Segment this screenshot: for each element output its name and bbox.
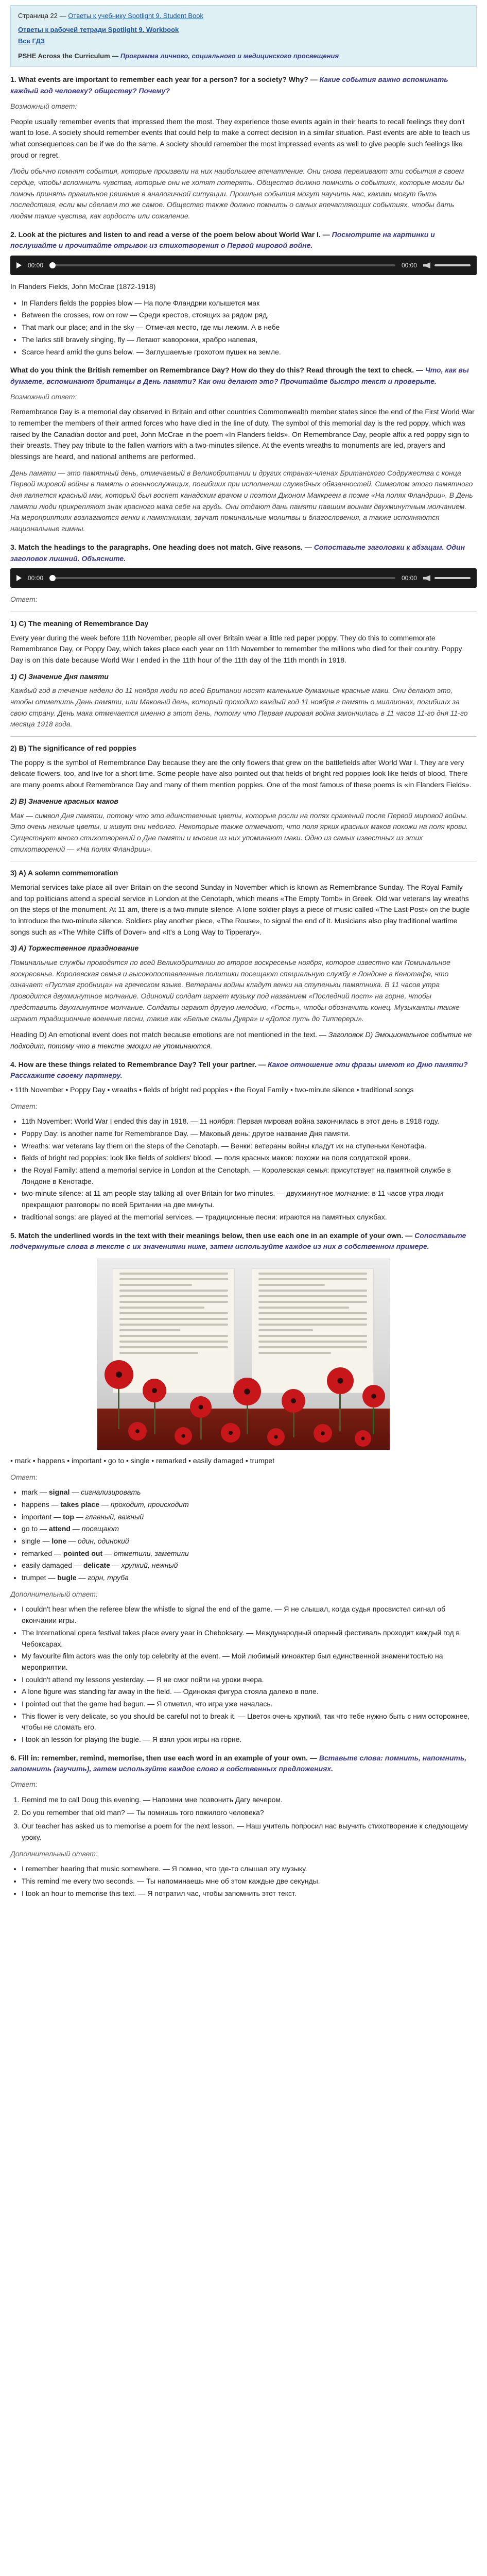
q2-audio-time-end: 00:00	[401, 261, 417, 269]
match-meaning: signal	[48, 1488, 70, 1497]
list-item	[22, 1523, 477, 1535]
breadcrumb	[18, 11, 469, 21]
q3b-item1-heading-ru: 1) С) Значение Дня памяти	[10, 672, 109, 681]
poppy-icon	[221, 1423, 240, 1443]
q4-answer-list	[10, 1116, 477, 1223]
list-item	[22, 1548, 477, 1560]
breadcrumb-prefix: Страница 22 —	[18, 12, 66, 20]
q4-title	[10, 1059, 477, 1081]
q5-answer-list	[10, 1487, 477, 1584]
q2-audio-seekbar[interactable]	[49, 264, 395, 266]
q2-audio-time: 00:00	[28, 261, 44, 269]
match-translation: — сигнализировать	[69, 1488, 141, 1497]
q3b-item2-text-ru: Мак — символ Дня памяти, потому что это единственные цветы, которые росли на полях сражений после Первой мировой войны. Это очень нежные цветы, и живут они недолго. Некоторые также отмечают, что поля ярких красных маков похожи на поля крови. Существует много стихотворений о Дне памяти и многие из них упоминают маки. Одно из самых известных из этих стихотворений — «На полях Фландрии».	[10, 811, 468, 853]
q3b-note-en: Heading D) An emotional event does not match because emotions are not mentioned in the text. —	[10, 1030, 327, 1039]
match-translation: — главный, важный	[74, 1512, 144, 1521]
poppy-icon	[105, 1360, 133, 1389]
q1-label: Возможный ответ:	[10, 101, 77, 110]
q5-prompt: • mark • happens • important • go to • single • remarked • easily damaged • trumpet	[10, 1456, 275, 1465]
q3b-audio-time: 00:00	[28, 574, 44, 582]
q3b-item3-text: Memorial services take place all over Britain on the second Sunday in November which is known as Remembrance Sunday. The Royal Family and top politicians attend a special service in London at the Cenotaph, which means «The Empty Tomb» in Greek. Old war veterans lay wreaths on the steps of the monument. At 11 am, there is a two-minute silence. A lone soldier plays a piece of music called «The Last Post» on the bugle to introduce the two-minute silence. Soldiers play another piece, «The Rouse», to signal the end of it. Musicians also play traditional wartime songs such as «The White Cliffs of Dover» and «It's a Long Way to Tipperary».	[10, 883, 470, 936]
poppy-icon	[327, 1367, 354, 1394]
match-word: important —	[22, 1512, 63, 1521]
volume-slider[interactable]	[434, 264, 471, 266]
poppy-icon	[128, 1422, 147, 1440]
q6-title-en: 6. Fill in: remember, remind, memorise, then use each word in an example of your own. —	[10, 1753, 317, 1762]
poppy-icon	[190, 1396, 212, 1418]
match-meaning: delicate	[83, 1561, 110, 1570]
q3b-item1-text-ru: Каждый год в течение недели до 11 ноября люди по всей Британии носят маленькие бумажные красные маки. Они делают это, чтобы отметить День памяти, или Маковый день, который проходит каждый год 11 ноября в память о миллионах, погибших за свою страну. День мака отмечается именно в этот день, потому что Первая мировая война закончилась в 11 часов 11-го дня 11-го месяца 1918 года.	[10, 686, 468, 728]
q5-extra-label: Дополнительный ответ:	[10, 1589, 98, 1598]
match-translation: — горн, труба	[76, 1573, 129, 1582]
q3b-audio-time-end: 00:00	[401, 574, 417, 582]
q3b-item2-heading-ru: 2) В) Значение красных маков	[10, 796, 118, 805]
q4-label: Ответ:	[10, 1101, 38, 1110]
q3b-item3-heading: 3) A) A solemn commemoration	[10, 869, 118, 877]
q3b-title-en: 3. Match the headings to the paragraphs. One heading does not match. Give reasons. —	[10, 543, 312, 551]
match-meaning: takes place	[60, 1500, 99, 1509]
list-item: • This remind me every two seconds. — Ты напоминаешь мне об этом каждые две секунды.	[22, 1876, 477, 1887]
q3-title	[10, 365, 477, 387]
q5-title	[10, 1230, 477, 1252]
poppy-icon	[175, 1427, 192, 1445]
match-word: single —	[22, 1537, 52, 1546]
list-item: • the Royal Family: attend a memorial service in London at the Cenotaph. — Королевская семья: присутствует на памятной службе в Лондоне в Кенотафе.	[22, 1165, 477, 1187]
q6-title-ru: Вставьте слова: помнить, напомнить, запомнить (заучить), затем используйте каждое слово в собственных предложениях.	[10, 1753, 467, 1773]
poem-line: • Between the crosses, row on row — Среди крестов, стоящих за рядом ряд,	[22, 310, 477, 321]
q2-title	[10, 229, 477, 251]
q3b-note-ru: Заголовок D) Эмоциональное событие не подходит, потому что в тексте эмоции не упоминаются.	[10, 1030, 472, 1050]
list-item: • traditional songs: are played at the memorial services. — традиционные песни: играются на памятных службах.	[22, 1212, 477, 1223]
list-item: • I remember hearing that music somewhere. — Я помню, что где-то слышал эту музыку.	[22, 1863, 477, 1875]
match-word: go to —	[22, 1524, 49, 1533]
match-meaning: bugle	[57, 1573, 77, 1582]
book-page-right	[252, 1268, 374, 1393]
poppy-icon	[143, 1379, 166, 1402]
seek-knob-icon[interactable]	[49, 575, 56, 581]
list-item: • Poppy Day: is another name for Remembrance Day. — Маковый день: другое название Дня памяти.	[22, 1128, 477, 1140]
q3b-item3-text-ru: Поминальные службы проводятся по всей Великобритании во второе воскресенье ноября, которое известно как Поминальное воскресенье. Королевская семья и высокопоставленные политики посещают специальную службу в Лондоне в Кенотафе, что означает «Пустая гробница» на греческом языке. Ветераны войны кладут венки на ступеньки памятника. В 11 часов утра проводится двухминутное молчание. Одинокий солдат играет музыку под названием «Последний пост» на горне, чтобы представить двухминутное молчание. Солдаты играют другую мелодию, «Гость», чтобы обозначить конец. Музыканты также играют традиционные военные песни, такие как «Белые скалы Дувра» и «Долог путь до Типперери».	[10, 958, 460, 1023]
match-meaning: top	[63, 1512, 74, 1521]
q3b-audio-seekbar[interactable]	[49, 577, 395, 579]
q2-audio-player[interactable]	[10, 256, 477, 275]
workbook-link[interactable]: Ответы к рабочей тетради Spotlight 9. Workbook	[18, 26, 179, 34]
list-item: 3. Our teacher has asked us to memorise a poem for the next lesson. — Наш учитель попросил нас выучить стихотворение к следующему уроку.	[22, 1821, 477, 1843]
list-item	[22, 1512, 477, 1523]
q1-answer-en: People usually remember events that impressed them the most. They experience those events again in their hearts to recall feelings they don't want to lose. A society should remember events that could help to make a correct decision in a similar situation. Past events are able to teach us what consequences can be if we do the same. A society should remember the most impressed events as well to give people such feelings like proud or regret.	[10, 117, 470, 159]
q1-title	[10, 74, 477, 96]
poppy-icon	[362, 1385, 385, 1408]
match-translation: — один, одинокий	[66, 1537, 129, 1546]
list-item: • A lone figure was standing far away in the field. — Одинокая фигура стояла далеко в поле.	[22, 1686, 477, 1698]
q1-answer-ru: Люди обычно помнят события, которые произвели на них наибольшее впечатление. Они снова переживают эти события в своем сердце, чтобы вспомнить чувства, которые они не хотят потерять. Общество должно помнить о событиях, которые могли бы помочь принять правильное решение в аналогичной ситуации. Прошлые события могут научить нас, какими могут быть последствия, если мы сделаем то же самое. Общество также должно помнить о самых впечатляющих событиях, чтобы дать людям такие чувства, как гордость или сожаление.	[10, 167, 464, 221]
page	[10, 0, 477, 1914]
list-item	[22, 1487, 477, 1498]
q3-title-en: What do you think the British remember on Remembrance Day? How do they do this? Read through the text to check. —	[10, 366, 425, 375]
match-meaning: attend	[48, 1524, 71, 1533]
breadcrumb-link[interactable]: Ответы к учебнику Spotlight 9. Student Book	[68, 12, 203, 20]
poem-line: • The larks still bravely singing, fly — Летают жаворонки, храбро напевая,	[22, 334, 477, 346]
q2-title-ru: Посмотрите на картинки и послушайте и прочитайте отрывок из стихотворения о Первой мировой войне.	[10, 230, 435, 250]
play-icon[interactable]	[16, 575, 22, 581]
match-word: remarked —	[22, 1549, 63, 1557]
q4-title-en: 4. How are these things related to Remembrance Day? Tell your partner. —	[10, 1060, 266, 1069]
play-icon[interactable]	[16, 262, 22, 268]
q6-answer-list	[10, 1794, 477, 1843]
q3b-item3-heading-ru: 3) A) Торжественное празднование	[10, 944, 139, 953]
poem-line: • That mark our place; and in the sky — Отмечая место, где мы лежим. А в небе	[22, 322, 477, 333]
q5-extra-list	[10, 1604, 477, 1745]
q2-poem-title: In Flanders Fields, John McCrae (1872-1918)	[10, 282, 156, 291]
match-meaning: pointed out	[63, 1549, 103, 1557]
q2-poem-list	[10, 298, 477, 358]
list-item	[22, 1499, 477, 1511]
q6-title	[10, 1753, 477, 1775]
seek-knob-icon[interactable]	[49, 262, 56, 268]
q3b-item2-heading: 2) B) The significance of red poppies	[10, 744, 137, 753]
q4-title-ru: Какое отношение эти фразы имеют ко Дню памяти? Расскажите своему партнеру.	[10, 1060, 468, 1080]
list-item: • 11th November: World War I ended this day in 1918. — 11 ноября: Первая мировая война закончилась в этот день в 1918 году.	[22, 1116, 477, 1127]
match-meaning: lone	[51, 1537, 67, 1546]
q2-title-en: 2. Look at the pictures and listen to and read a verse of the poem below about World War I. —	[10, 230, 330, 239]
q3b-title-ru: Сопоставьте заголовки к абзацам. Один заголовок лишний. Объясните.	[10, 543, 465, 563]
q5-title-ru: Сопоставьте подчеркнутые слова в тексте с их значениями ниже, затем используйте каждое из них в собственном примере.	[10, 1231, 466, 1251]
list-item: • I pointed out that the game had begun. — Я отметил, что игра уже началась.	[22, 1699, 477, 1710]
q3b-audio-player[interactable]	[10, 568, 477, 588]
q5-title-en: 5. Match the underlined words in the text with their meanings below, then use each one in an example of your own. —	[10, 1231, 413, 1240]
poem-line: • Scarce heard amid the guns below. — Заглушаемые грохотом пушек на земле.	[22, 347, 477, 358]
volume-icon[interactable]	[423, 575, 430, 581]
q3-answer-en: Remembrance Day is a memorial day observed in Britain and other countries Commonwealth member states since the end of the First World War to remember the members of their armed forces who have died in the line of duty. The symbol of this memorial day is the red poppy, which was raised by the Canadian doctor and poet, John McCrae in the poem «In Flanders fields». On Remembrance Day, people affix a red poppy sign to their breasts. They pay tribute to the fallen warriors with a two-minutes silence. At the events wreaths to monuments are led, prayers and blessings are heard, and national anthems are performed.	[10, 408, 475, 461]
q3b-item1-heading: 1) C) The meaning of Remembrance Day	[10, 619, 149, 628]
q1-title-ru: Какие события важно вспоминать каждый год человеку? обществу? Почему?	[10, 75, 448, 95]
match-translation: — посещают	[70, 1524, 119, 1533]
header-box	[10, 5, 477, 67]
list-item: • I couldn't hear when the referee blew the whistle to signal the end of the game. — Я не слышал, когда судья просвистел сигнал об окончании игры.	[22, 1604, 477, 1626]
divider	[10, 736, 477, 737]
poppy-icon	[314, 1424, 332, 1443]
list-item	[22, 1536, 477, 1547]
q3-title-ru: Что, как вы думаете, вспоминают британцы в День памяти? Как они делают это? Прочитайте быстро текст и проверьте.	[10, 366, 469, 385]
poppy-icon	[355, 1430, 371, 1447]
match-translation: — проходит, происходит	[99, 1500, 189, 1509]
q3-answer-ru: День памяти — это памятный день, отмечаемый в Великобритании и других странах-членах Британского Содружества с конца Первой мировой войны в память о военнослужащих, погибших при исполнении служебных обязанностей. Символом этого памятного дня является красный мак, который был воспет канадским врачом и поэтом Джоном Маккреем в поэме «На полях Фландрии». В День памяти люди прикрепляют знак красного мака себе на грудь. Они отдают дань памяти павшим воинам двухминутным молчанием. На мероприятиях возлагаются венки к памятникам, звучат поминальные молитвы и благословения, а также исполняются национальные гимны.	[10, 468, 473, 533]
list-item	[22, 1572, 477, 1584]
list-item: • I took an lesson for playing the bugle. — Я взял урок игры на горне.	[22, 1734, 477, 1745]
volume-icon[interactable]	[423, 262, 430, 268]
q3-label: Возможный ответ:	[10, 392, 77, 401]
poem-line: • In Flanders fields the poppies blow — На поле Фландрии колышется мак	[22, 298, 477, 309]
section-title-ru: Программа личного, социального и медицинского просвещения	[120, 52, 339, 60]
list-item: 1. Remind me to call Doug this evening. — Напомни мне позвонить Дагу вечером.	[22, 1794, 477, 1806]
match-translation: — хрупкий, нежный	[110, 1561, 178, 1570]
q6-extra-label: Дополнительный ответ:	[10, 1849, 98, 1858]
textbook-illustration	[97, 1259, 390, 1450]
q4-prompt: • 11th November • Poppy Day • wreaths • fields of bright red poppies • the Royal Family • two-minute silence • traditional songs	[10, 1085, 414, 1094]
q6-extra-list	[10, 1863, 477, 1899]
list-item: • I took an hour to memorise this text. — Я потратил час, чтобы запомнить этот текст.	[22, 1888, 477, 1900]
list-item: • This flower is very delicate, so you should be careful not to break it. — Цветок очень хрупкий, так что тебе нужно быть с ним осторожнее, чтобы не сломать его.	[22, 1711, 477, 1733]
poppy-icon	[282, 1389, 305, 1413]
volume-slider[interactable]	[434, 577, 471, 579]
all-gdz-link[interactable]: Все ГДЗ	[18, 37, 45, 45]
list-item: • two-minute silence: at 11 am people stay talking all over Britain for two minutes. — двухминутное молчание: в 11 часов утра люди прекращают разговоры по всей Британии на две минуты.	[22, 1188, 477, 1210]
match-word: mark —	[22, 1488, 49, 1497]
q3b-item2-text: The poppy is the symbol of Remembrance Day because they are the only flowers that grew on the battlefields after World War I. They are very delicate flowers, too, and live for a short time. Some people have also pointed out that fields of bright red poppies look like fields of blood. There are many poems about Remembrance Day and many of them mention poppies. One of the most famous of these poems is «In Flanders Fields».	[10, 758, 472, 789]
q3b-item1-text: Every year during the week before 11th November, people all over Britain wear a little red paper poppy. They do this to commemorate Remembrance Day, or Poppy Day, which takes place each year on 11th November to remember the millions who died for their country. Poppy Day is on this date because World War I ended in the 11th hour of the 11th day of the 11th month in 1918.	[10, 633, 462, 664]
poppy-icon	[233, 1378, 261, 1405]
section-title	[18, 51, 469, 61]
q3b-title	[10, 542, 477, 564]
q6-label: Ответ:	[10, 1780, 38, 1789]
list-item: • Wreaths: war veterans lay them on the steps of the Cenotaph. — Венки: ветераны войны кладут их на ступеньки Кенотафа.	[22, 1141, 477, 1152]
q5-label: Ответ:	[10, 1472, 38, 1481]
match-word: trumpet —	[22, 1573, 58, 1582]
list-item: • fields of bright red poppies: look like fields of soldiers' blood. — поля красных маков: похожи на поля солдатской крови.	[22, 1153, 477, 1164]
list-item: 2. Do you remember that old man? — Ты помнишь того пожилого человека?	[22, 1807, 477, 1819]
q3b-note	[10, 1029, 477, 1052]
section-title-en: PSHE Across the Curriculum —	[18, 52, 119, 60]
match-word: easily damaged —	[22, 1561, 83, 1570]
list-item	[22, 1560, 477, 1571]
match-word: happens —	[22, 1500, 61, 1509]
list-item: • My favourite film actors was the only top celebrity at the event. — Мой любимый киноактер был единственной знаменитостью на мероприятии.	[22, 1651, 477, 1673]
q1-title-en: 1. What events are important to remember each year for a person? for a society? Why? —	[10, 75, 318, 84]
poppy-icon	[267, 1428, 285, 1446]
match-translation: — отметили, заметили	[102, 1549, 189, 1557]
list-item: • The International opera festival takes place every year in Cheboksary. — Международный оперный фестиваль проходит каждый год в Чебоксарах.	[22, 1628, 477, 1650]
q3b-label: Ответ:	[10, 595, 38, 604]
list-item: • I couldn't attend my lessons yesterday. — Я не смог пойти на уроки вчера.	[22, 1674, 477, 1686]
top-links	[18, 24, 469, 47]
